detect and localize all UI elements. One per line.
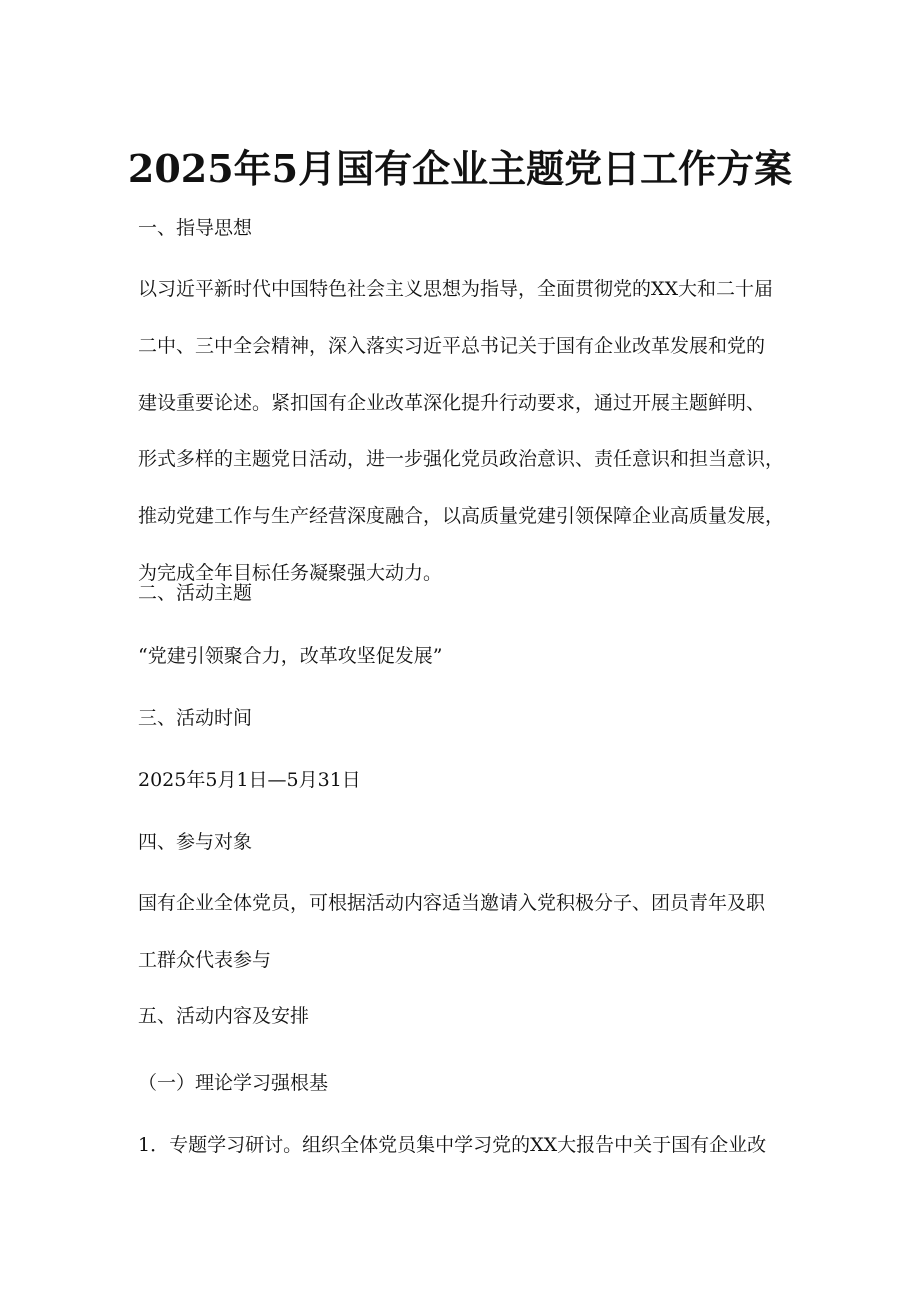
list-item: 1．专题学习研讨。组织全体党员集中学习党的XX大报告中关于国有企业改 xyxy=(138,1134,767,1156)
document-title: 2025年5月国有企业主题党日工作方案 xyxy=(127,146,793,191)
section-heading-participants: 四、参与对象 xyxy=(138,831,253,853)
activity-time-text: 2025年5月1日—5月31日 xyxy=(138,769,361,791)
paragraph-line: 国有企业全体党员，可根据活动内容适当邀请入党积极分子、团员青年及职 xyxy=(138,892,766,914)
section-heading-activity-content: 五、活动内容及安排 xyxy=(138,1005,310,1027)
paragraph-line: 以习近平新时代中国特色社会主义思想为指导，全面贯彻党的XX大和二十届 xyxy=(138,278,774,300)
paragraph-line: 为完成全年目标任务凝聚强大动力。 xyxy=(138,561,443,584)
section-heading-activity-time: 三、活动时间 xyxy=(138,707,253,729)
paragraph-line: 工群众代表参与 xyxy=(138,948,272,971)
section-heading-activity-theme: 二、活动主题 xyxy=(138,582,253,604)
paragraph-line: 二中、三中全会精神，深入落实习近平总书记关于国有企业改革发展和党的 xyxy=(138,334,766,357)
section-heading-guiding-ideology: 一、指导思想 xyxy=(138,217,253,239)
subsection-heading-theory-study: （一）理论学习强根基 xyxy=(138,1072,329,1094)
participants-paragraph xyxy=(138,890,800,973)
guiding-ideology-paragraph xyxy=(138,276,800,586)
paragraph-line: 推动党建工作与生产经营深度融合，以高质量党建引领保障企业高质量发展， xyxy=(138,505,785,528)
paragraph-line: 形式多样的主题党日活动，进一步强化党员政治意识、责任意识和担当意识， xyxy=(138,448,785,471)
activity-theme-text: “党建引领聚合力，改革攻坚促发展” xyxy=(138,645,443,667)
paragraph-line: 建设重要论述。紧扣国有企业改革深化提升行动要求，通过开展主题鲜明、 xyxy=(138,391,766,414)
